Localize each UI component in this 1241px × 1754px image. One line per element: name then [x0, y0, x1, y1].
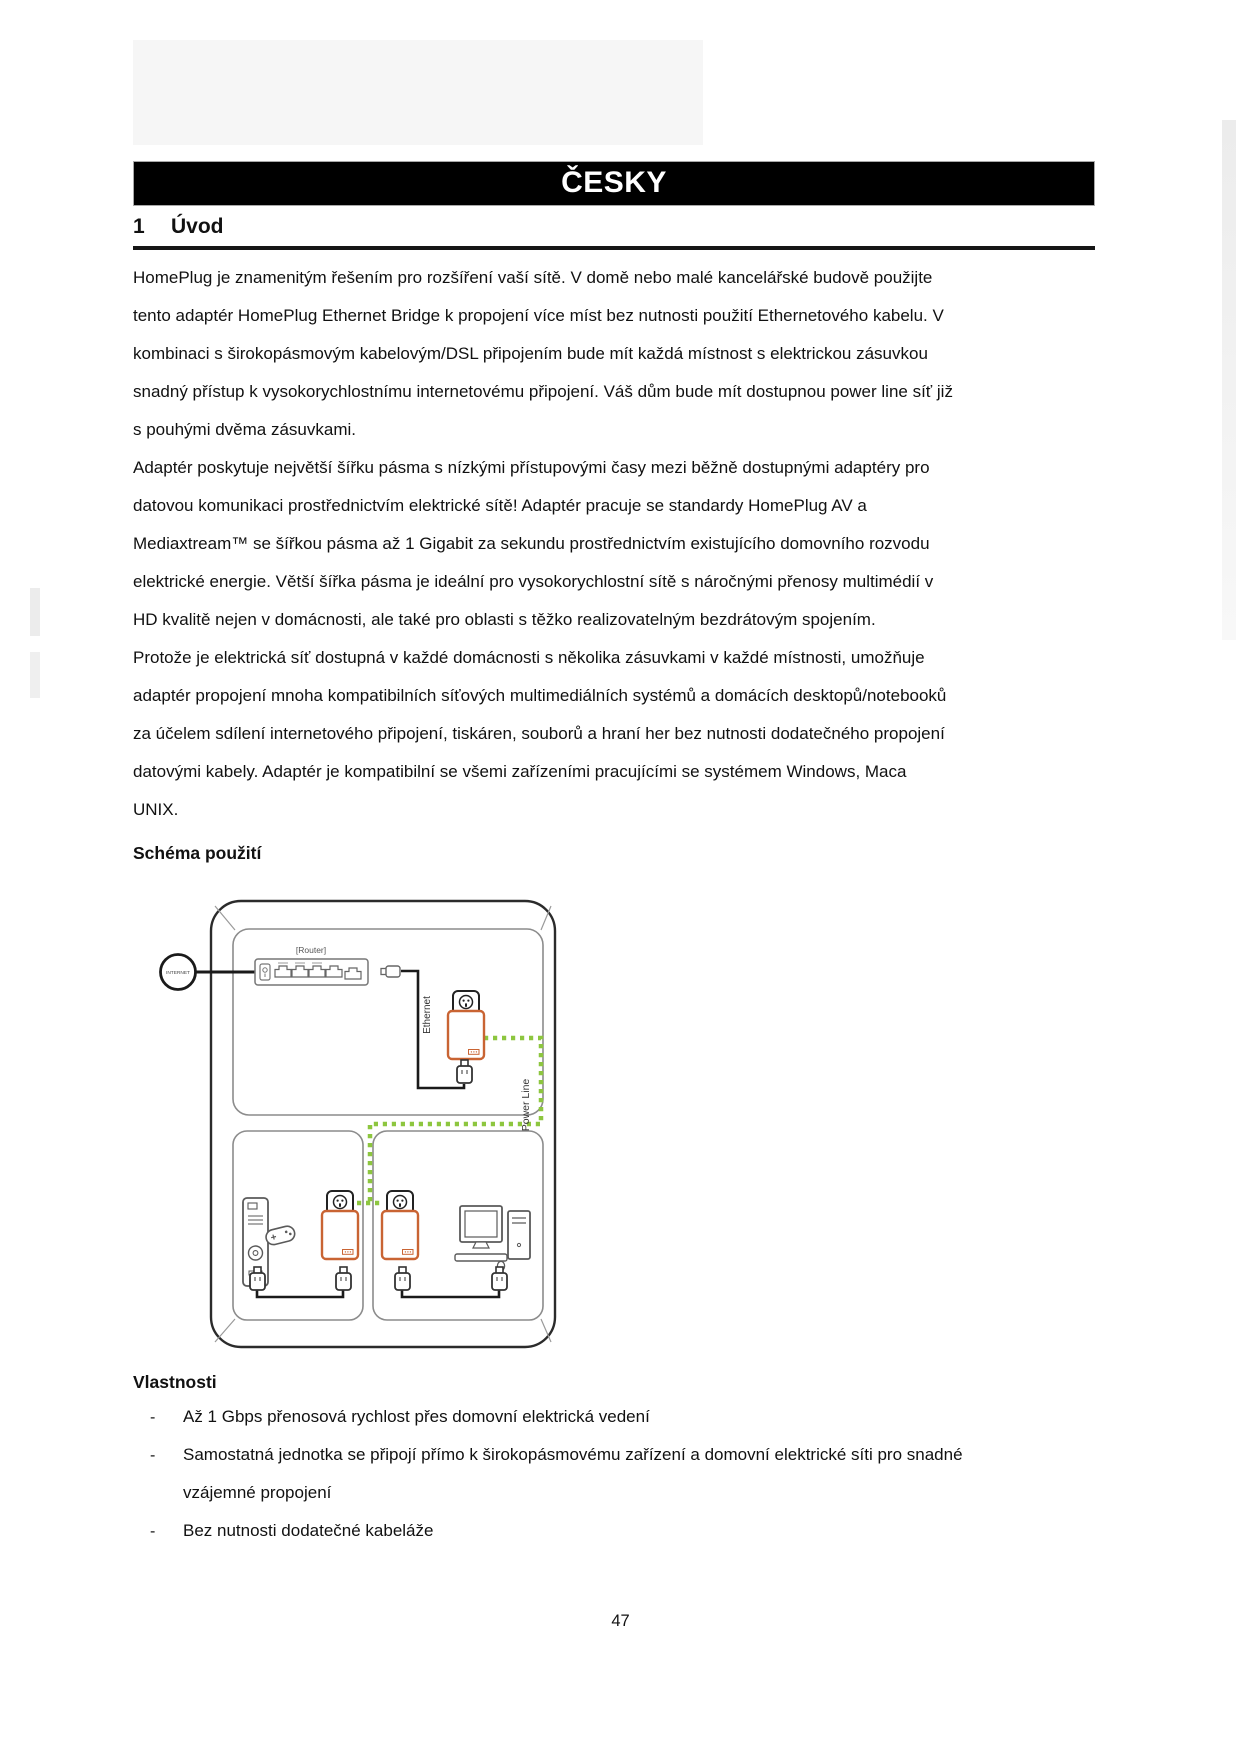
ethernet-label: Ethernet [422, 996, 433, 1034]
body-line: HomePlug je znamenitým řešením pro rozšíření vaší sítě. V domě nebo malé kancelářské budově použijte [133, 268, 933, 287]
scan-artifact [133, 40, 703, 145]
bullet-dash: - [150, 1523, 156, 1540]
bullet-dash: - [150, 1409, 156, 1426]
list-item-text: Bez nutnosti dodatečné kabeláže [183, 1521, 434, 1540]
body-line: kombinaci s širokopásmovým kabelovým/DSL připojením bude mít každá místnost s elektrickou zásuvkou [133, 344, 928, 363]
list-item [133, 1398, 1053, 1436]
powerline-adapter-icon [322, 1191, 358, 1259]
list-item-text: Až 1 Gbps přenosová rychlost přes domovní elektrická vedení [183, 1407, 650, 1426]
internet-label: INTERNET [166, 971, 190, 976]
scan-artifact [1222, 120, 1236, 640]
list-item [133, 1436, 1053, 1474]
powerline-adapter-icon [382, 1191, 418, 1259]
section-number: 1 [133, 215, 145, 238]
language-banner: ČESKY [133, 161, 1095, 206]
router-label: [Router] [295, 945, 327, 955]
body-line: za účelem sdílení internetového připojení, tiskáren, souborů a hraní her bez nutnosti dodatečného propojení [133, 724, 945, 743]
powerline-adapter-icon [448, 991, 484, 1059]
list-item-text: vzájemné propojení [183, 1483, 332, 1502]
body-line: datovou komunikaci prostřednictvím elektrické sítě! Adaptér pracuje se standardy HomePlug AV a [133, 496, 867, 515]
section-underline [133, 246, 1095, 250]
body-line: s pouhými dvěma zásuvkami. [133, 420, 356, 439]
body-line: datovými kabely. Adaptér je kompatibilní se všemi zařízeními pracujícími se systémem Windows, Maca [133, 762, 907, 781]
features-list [133, 1398, 1053, 1550]
list-item [133, 1474, 1053, 1512]
powerline-label: Power Line [520, 1078, 532, 1132]
scan-artifact [30, 588, 40, 636]
page-number: 47 [611, 1612, 630, 1630]
body-line: Mediaxtream™ se šířkou pásma až 1 Gigabit za sekundu prostřednictvím existujícího domovního rozvodu [133, 534, 930, 553]
section-heading [133, 215, 224, 239]
body-line: snadný přístup k vysokorychlostnímu internetovému připojení. Váš dům bude mít dostupnou power line síť již [133, 382, 953, 401]
body-line: elektrické energie. Větší šířka pásma je ideální pro vysokorychlostní sítě s náročnými přenosy multimédií v [133, 572, 934, 591]
intro-paragraphs [133, 259, 1013, 829]
features-heading: Vlastnosti [133, 1372, 217, 1392]
body-line: HD kvalitě nejen v domácnosti, ale také pro oblasti s těžko realizovatelným bezdrátovým spojením. [133, 610, 876, 629]
usage-diagram [145, 893, 560, 1353]
list-item [133, 1512, 1053, 1550]
body-line: Protože je elektrická síť dostupná v každé domácnosti s několika zásuvkami v každé místnosti, umožňuje [133, 648, 925, 667]
body-line: tento adaptér HomePlug Ethernet Bridge k propojení více míst bez nutnosti použití Ethernetového kabelu. V [133, 306, 944, 325]
body-line: Adaptér poskytuje největší šířku pásma s nízkými přístupovými časy mezi běžně dostupnými adaptéry pro [133, 458, 930, 477]
section-title: Úvod [171, 215, 224, 238]
scan-artifact [30, 652, 40, 698]
body-line: UNIX. [133, 800, 179, 819]
schema-heading: Schéma použití [133, 843, 262, 863]
bullet-dash: - [150, 1447, 156, 1464]
list-item-text: Samostatná jednotka se připojí přímo k širokopásmovému zařízení a domovní elektrické síti pro snadné [183, 1445, 963, 1464]
body-line: adaptér propojení mnoha kompatibilních síťových multimediálních systémů a domácích desktopů/notebooků [133, 686, 947, 705]
